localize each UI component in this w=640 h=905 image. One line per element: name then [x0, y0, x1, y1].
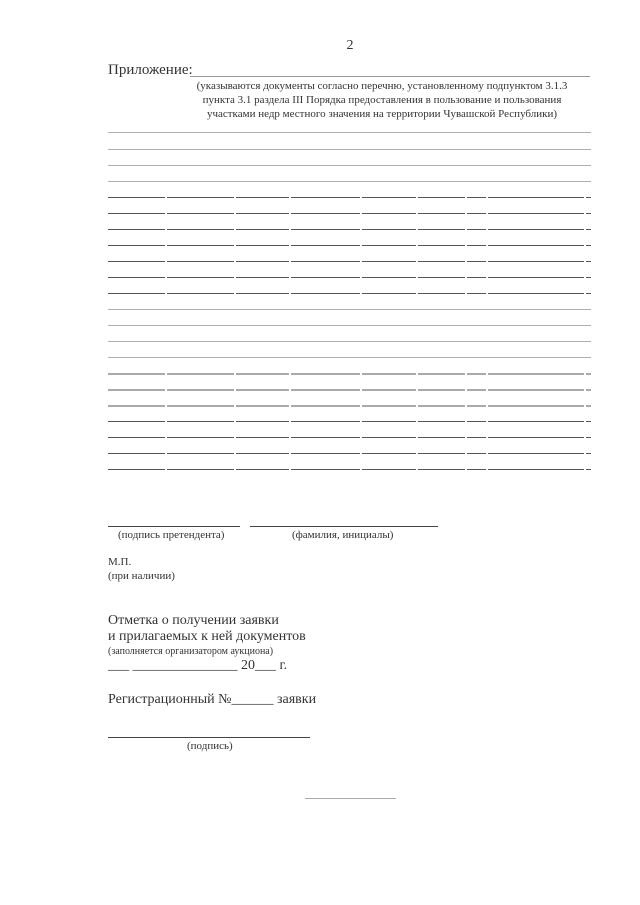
- page-number: 2: [346, 38, 354, 53]
- appendix-blank-line[interactable]: [108, 245, 591, 246]
- appendix-blank-line[interactable]: [108, 357, 591, 358]
- appendix-note: [168, 79, 596, 121]
- appendix-blank-line[interactable]: [108, 453, 591, 454]
- appendix-note-line: (указываются документы согласно перечню, установленному подпунктом 3.1.3: [196, 80, 568, 92]
- appendix-blank-line[interactable]: [108, 197, 591, 198]
- receipt-title-line1: Отметка о получении заявки: [108, 613, 279, 628]
- appendix-note-line: участками недр местного значения на территории Чувашской Республики): [206, 108, 558, 120]
- appendix-blank-line[interactable]: [108, 213, 591, 214]
- applicant-name-caption: (фамилия, инициалы): [292, 529, 394, 541]
- appendix-blank-line[interactable]: [108, 132, 591, 133]
- registration-number[interactable]: Регистрационный №______ заявки: [108, 692, 317, 707]
- seal-label: М.П.: [108, 556, 132, 568]
- appendix-blank-line[interactable]: [108, 261, 591, 262]
- appendix-blank-line[interactable]: [108, 277, 591, 278]
- appendix-blank-line[interactable]: [108, 293, 591, 294]
- appendix-blank-line[interactable]: [108, 181, 591, 182]
- receipt-date-line[interactable]: ___ _______________ 20___ г.: [108, 658, 288, 673]
- appendix-blank-line[interactable]: [108, 421, 591, 422]
- appendix-blank-line[interactable]: [108, 469, 591, 470]
- appendix-blank-line[interactable]: [108, 373, 591, 375]
- receiver-signature-line[interactable]: [108, 737, 310, 738]
- appendix-fill-line[interactable]: [190, 76, 590, 77]
- appendix-blank-line[interactable]: [108, 165, 591, 166]
- appendix-label: Приложение:: [108, 62, 193, 78]
- appendix-blank-line[interactable]: [108, 325, 591, 326]
- appendix-blank-line[interactable]: [108, 229, 591, 230]
- appendix-note-line: пункта 3.1 раздела III Порядка предоставления в пользование и пользования: [202, 94, 562, 106]
- appendix-blank-line[interactable]: [108, 149, 591, 150]
- appendix-blank-line[interactable]: [108, 389, 591, 391]
- receipt-title-line2: и прилагаемых к ней документов: [108, 629, 306, 644]
- footer-divider: [305, 798, 396, 799]
- receipt-note: (заполняется организатором аукциона): [108, 646, 274, 657]
- appendix-blank-line[interactable]: [108, 341, 591, 342]
- applicant-name-line[interactable]: [250, 526, 438, 527]
- appendix-blank-line[interactable]: [108, 309, 591, 310]
- appendix-blank-line[interactable]: [108, 437, 591, 438]
- appendix-blank-line[interactable]: [108, 405, 591, 407]
- seal-note: (при наличии): [108, 570, 175, 582]
- applicant-signature-caption: (подпись претендента): [118, 529, 225, 541]
- applicant-signature-line[interactable]: [108, 526, 240, 527]
- receiver-signature-caption: (подпись): [187, 740, 233, 752]
